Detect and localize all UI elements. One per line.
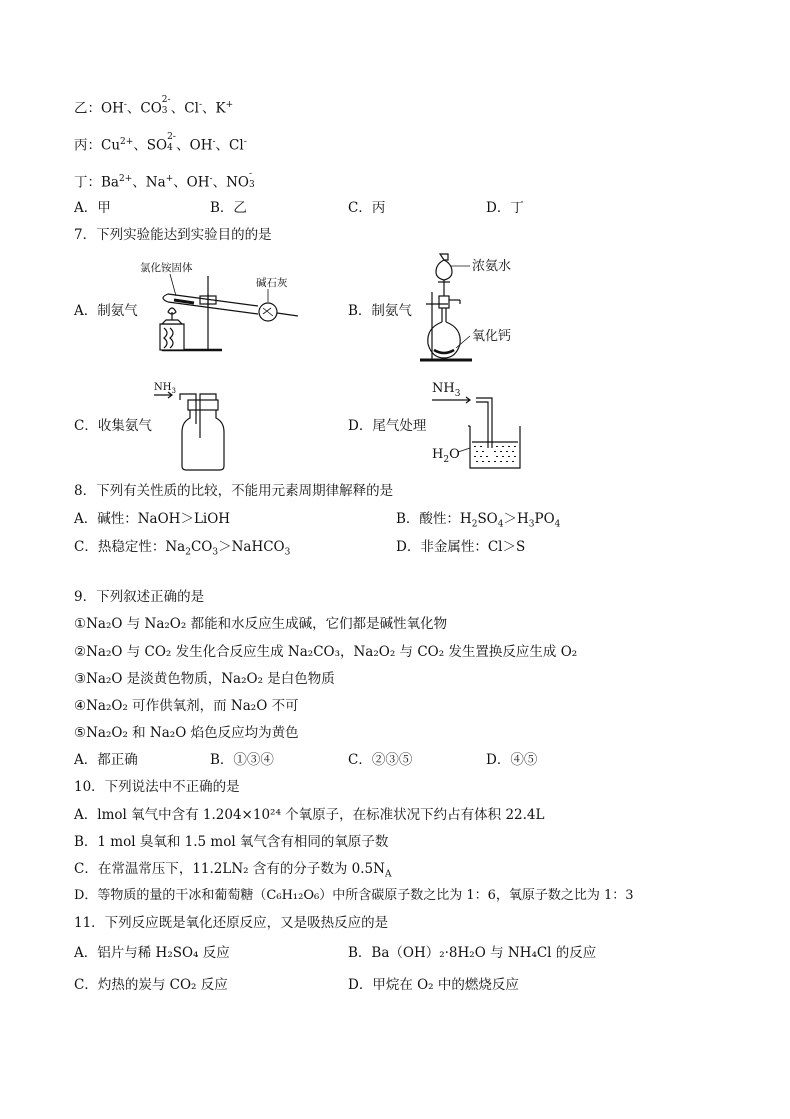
q11-option-a: A．铝片与稀 H₂SO₄ 反应 xyxy=(74,945,230,961)
q9-option-d: D．④⑤ xyxy=(486,752,538,768)
ion-line-yi: 乙：OH-、CO 2- 3 、Cl-、K+ xyxy=(74,95,234,117)
q11-option-d: D．甲烷在 O₂ 中的燃烧反应 xyxy=(348,977,519,993)
q8-option-c: C．热稳定性：$Na_2CO_3>NaHCO_3$ xyxy=(74,539,291,558)
apparatus-c-figure xyxy=(150,378,230,473)
q10-stem: 10．下列说法中不正确的是 xyxy=(74,779,240,795)
q7-stem: 7．下列实验能达到实验目的的是 xyxy=(74,227,272,243)
label-conc-ammonia: 浓氨水 xyxy=(472,259,512,274)
apparatus-d-figure xyxy=(430,378,540,473)
ion-line-bing: 丙：$Cu^{2+}$、SO 2- 4 、OH-、Cl- xyxy=(74,132,247,154)
q6-option-a: A．甲 xyxy=(74,200,111,216)
q8-option-d: D．非金属性：Cl＞S xyxy=(396,539,526,555)
q8-stem: 8．下列有关性质的比较，不能用元素周期律解释的是 xyxy=(74,483,394,499)
q9-statement-3: ③Na₂O 是淡黄色物质，Na₂O₂ 是白色物质 xyxy=(74,671,335,687)
q8-option-a: A．碱性：NaOH＞LiOH xyxy=(74,511,231,527)
label-soda-lime: 碱石灰 xyxy=(256,277,288,289)
q9-statement-1: ①Na₂O 与 Na₂O₂ 都能和水反应生成碱，它们都是碱性氧化物 xyxy=(74,616,448,632)
ion-line-ding: 丁：$Ba^{2+}$、Na+、OH-、NO - 3 xyxy=(74,169,255,191)
q8-option-b: B．酸性：$H_2SO_4>H_3PO_4$ xyxy=(396,511,561,530)
q10-option-b: B．1 mol 臭氧和 1.5 mol 氧气含有相同的氧原子数 xyxy=(74,834,389,850)
nh3-label-d: $NH_3$ xyxy=(432,381,461,399)
apparatus-b-figure xyxy=(412,252,542,367)
q7-option-b: B．制氨气 xyxy=(348,303,412,319)
q10-option-c: C．在常温常压下，11.2LN₂ 含有的分子数为 $0.5N_A$ xyxy=(74,861,392,880)
q11-stem: 11．下列反应既是氧化还原反应，又是吸热反应的是 xyxy=(74,915,389,931)
q11-option-b: B．Ba（OH）₂·8H₂O 与 NH₄Cl 的反应 xyxy=(348,945,597,961)
q9-option-a: A．都正确 xyxy=(74,752,138,768)
q9-option-b: B．①③④ xyxy=(210,752,274,768)
q7-option-a: A．制氨气 xyxy=(74,303,138,319)
h2o-label-d: $H_2O$ xyxy=(432,447,460,465)
label-cao: 氧化钙 xyxy=(472,329,512,344)
q7-option-d: D．尾气处理 xyxy=(348,418,427,434)
q9-statement-5: ⑤Na₂O₂ 和 Na₂O 焰色反应均为黄色 xyxy=(74,725,299,741)
q6-option-d: D．丁 xyxy=(486,200,524,216)
q10-option-d: D．等物质的量的干冰和葡萄糖（C₆H₁₂O₆）中所含碳原子数之比为 1：6，氧原子数之比为 1：3 xyxy=(74,888,634,903)
q9-option-c: C．②③⑤ xyxy=(348,752,413,768)
q6-option-c: C．丙 xyxy=(348,200,386,216)
q10-option-a: A．lmol 氧气中含有 1.204×10²⁴ 个氧原子，在标准状况下约占有体积 22.4L xyxy=(74,807,545,823)
q6-option-b: B．乙 xyxy=(210,200,247,216)
q9-stem: 9．下列叙述正确的是 xyxy=(74,589,205,605)
q11-option-c: C．灼热的炭与 CO₂ 反应 xyxy=(74,977,228,993)
q7-option-c: C．收集氨气 xyxy=(74,418,152,434)
apparatus-a-figure xyxy=(140,262,310,357)
q9-statement-2: ②Na₂O 与 CO₂ 发生化合反应生成 Na₂CO₃，Na₂O₂ 与 CO₂ 发生置换反应生成 O₂ xyxy=(74,644,578,660)
q9-statement-4: ④Na₂O₂ 可作供氧剂，而 Na₂O 不可 xyxy=(74,698,299,714)
nh3-label-c: $NH_3$ xyxy=(154,382,176,395)
label-nh4cl: 氯化铵固体 xyxy=(140,262,193,274)
